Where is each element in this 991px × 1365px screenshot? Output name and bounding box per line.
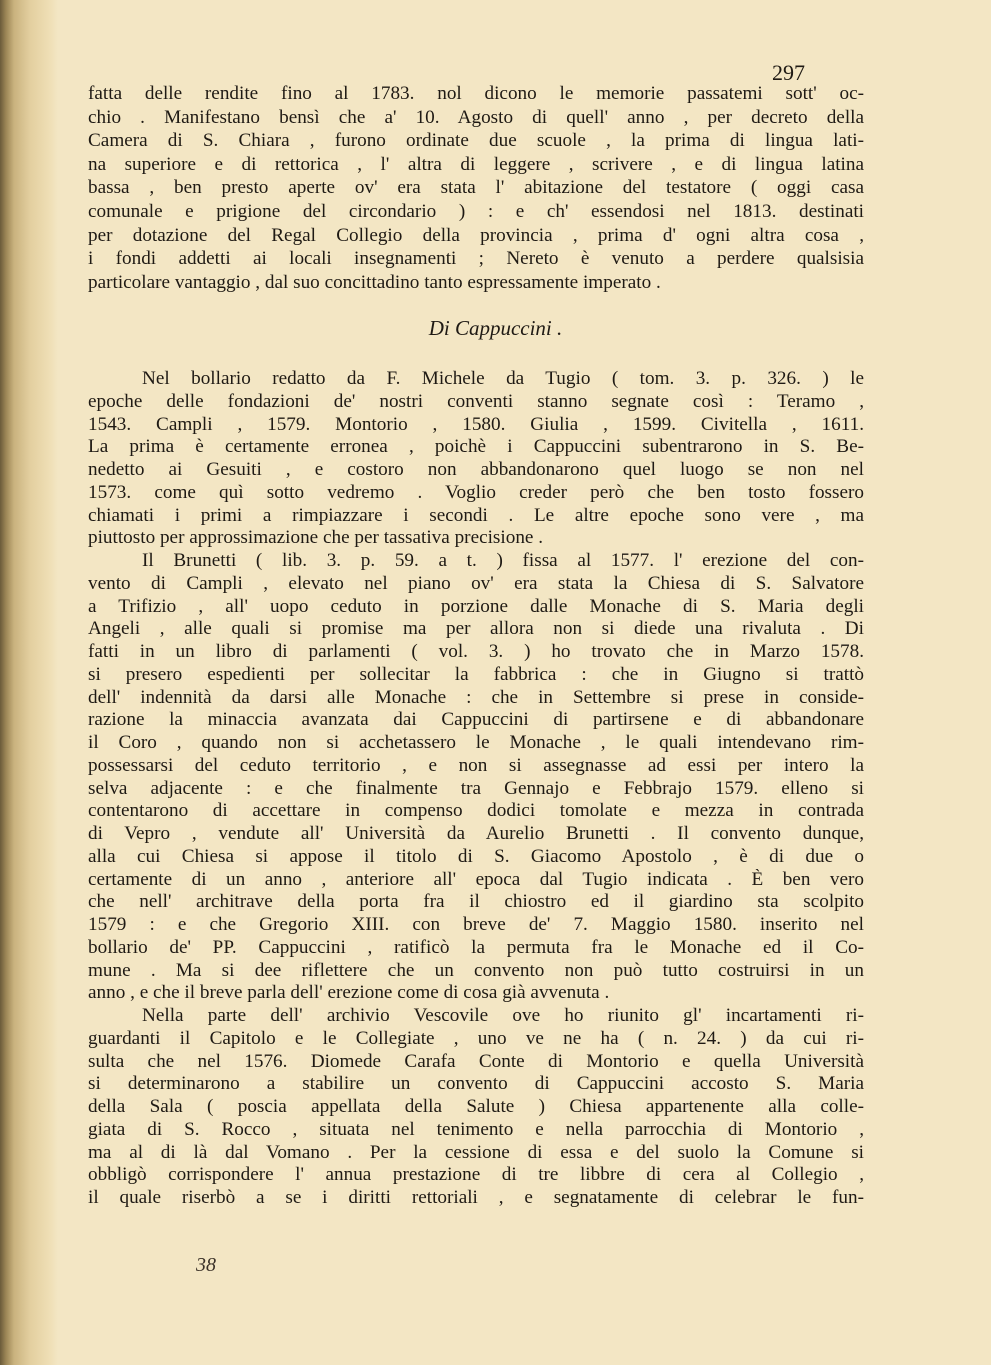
text-line: si determinarono a stabilire un convento di Cappuccini accosto S. Maria <box>88 1073 864 1095</box>
printer-signature: 38 <box>196 1254 216 1276</box>
text-line: il Coro , quando non si acchetassero le Monache , le quali intendevano rim- <box>88 732 864 753</box>
text-line: contentarono di accettare in compenso dodici tomolate e mezza in contrada <box>88 800 864 822</box>
text-line: Il Brunetti ( lib. 3. p. 59. a t. ) fissa al 1577. l' erezione del con- <box>142 550 864 571</box>
section-title: Di Cappuccini . <box>428 316 563 340</box>
text-line: La prima è certamente erronea , poichè i Cappuccini subentrarono in S. Be- <box>88 436 864 458</box>
text-line: dell' indennità da darsi alle Monache : che in Settembre si prese in conside- <box>88 686 864 708</box>
text-line: bassa , ben presto aperte ov' era stata l' abitazione del testatore ( oggi casa <box>88 177 864 199</box>
text-line: guardanti il Capitolo e le Collegiate , uno ve ne ha ( n. 24. ) da cui ri- <box>88 1027 864 1049</box>
text-line: a Trifizio , all' uopo ceduto in porzione dalle Monache di S. Maria degli <box>88 595 864 617</box>
text-line: ma al di là dal Vomano . Per la cessione di essa e del suolo la Comune si <box>88 1141 864 1163</box>
text-line: giata di S. Rocco , situata nel tenimento e nella parrocchia di Montorio , <box>88 1118 864 1140</box>
text-line: di Vepro , vendute all' Università da Aurelio Brunetti . Il convento dunque, <box>88 823 864 844</box>
text-line: comunale e prigione del circondario ) : e ch' essendosi nel 1813. destinati <box>88 200 864 222</box>
text-line: 1579 : e che Gregorio XIII. con breve de' 7. Maggio 1580. inserito nel <box>88 914 864 935</box>
text-line: anno , e che il breve parla dell' erezione come di cosa già avvenuta . <box>88 982 610 1004</box>
text-line: 1543. Campli , 1579. Montorio , 1580. Giulia , 1599. Civitella , 1611. <box>88 413 864 435</box>
text-line: possessarsi del ceduto territorio , e non si assegnasse ad essi per intero la <box>88 754 864 776</box>
text-line: selva adjacente : e che finalmente tra Gennajo e Febbrajo 1579. elleno si <box>88 777 864 799</box>
text-line: certamente di un anno , anteriore all' epoca dal Tugio indicata . È ben vero <box>88 868 864 890</box>
text-line: si presero espedienti per sollecitar la fabbrica : che in Giugno si trattò <box>88 663 864 685</box>
text-line: Nel bollario redatto da F. Michele da Tugio ( tom. 3. p. 326. ) le <box>142 368 864 389</box>
text-line: na superiore e di rettorica , l' altra di leggere , scrivere , e di lingua latina <box>88 153 864 175</box>
text-line: per dotazione del Regal Collegio della provincia , prima d' ogni altra cosa , <box>88 224 864 246</box>
top-paragraph <box>88 82 864 294</box>
text-line: il quale riserbò a se i diritti rettoriali , e segnatamente di celebrar le fun- <box>88 1187 864 1208</box>
text-line: chiamati i primi a rimpiazzare i secondi . Le altre epoche sono vere , ma <box>88 504 864 526</box>
book-spine-shadow <box>0 0 58 1365</box>
text-line: vento di Campli , elevato nel piano ov' era stata la Chiesa di S. Salvatore <box>88 572 864 594</box>
text-line: Angeli , alle quali si promise ma per allora non si diede una rivaluta . Di <box>88 618 864 640</box>
text-line: i fondi addetti ai locali insegnamenti ; Nereto è venuto a perdere qualsisia <box>88 248 864 270</box>
text-line: chio . Manifestano bensì che a' 10. Agosto di quell' anno , per decreto della <box>88 106 864 128</box>
text-line: razione la minaccia avanzata dai Cappuccini di partirsene e di abbandonare <box>88 709 864 731</box>
text-line: 1573. come quì sotto vedremo . Voglio creder però che ben tosto fossero <box>88 481 864 503</box>
text-line: Nella parte dell' archivio Vescovile ove ho riunito gl' incartamenti ri- <box>142 1005 864 1026</box>
page-number: 297 <box>772 60 805 85</box>
text-line: fatti in un libro di parlamenti ( vol. 3. ) ho trovato che in Marzo 1578. <box>88 641 864 662</box>
text-line: epoche delle fondazioni de' nostri conventi stanno segnate così : Teramo , <box>88 390 864 412</box>
text-line: alla cui Chiesa si appose il titolo di S. Giacomo Apostolo , è di due o <box>88 845 864 867</box>
text-line: sulta che nel 1576. Diomede Carafa Conte di Montorio e quella Università <box>88 1050 864 1072</box>
text-line: che nell' architrave della porta fra il chiostro ed il giardino sta scolpito <box>88 891 864 913</box>
text-line: della Sala ( poscia appellata della Salute ) Chiesa appartenente alla colle- <box>88 1096 864 1117</box>
body-text <box>88 368 864 1210</box>
text-line: piuttosto per approssimazione che per tassativa precisione . <box>88 527 544 549</box>
text-line: fatta delle rendite fino al 1783. nol dicono le memorie passatemi sott' oc- <box>88 83 864 104</box>
text-line: obbligò corrispondere l' annua prestazione di tre libbre di cera al Collegio , <box>88 1164 864 1186</box>
text-line: bollario de' PP. Cappuccini , ratificò la permuta fra le Monache ed il Co- <box>88 936 864 958</box>
text-line: particolare vantaggio , dal suo concittadino tanto espressamente imperato . <box>88 271 661 293</box>
text-line: Camera di S. Chiara , furono ordinate due scuole , la prima di lingua lati- <box>88 130 864 152</box>
text-line: nedetto ai Gesuiti , e costoro non abbandonarono quel luogo se non nel <box>88 459 864 480</box>
text-line: mune . Ma si dee riflettere che un convento non può tutto costruirsi in un <box>88 959 864 981</box>
